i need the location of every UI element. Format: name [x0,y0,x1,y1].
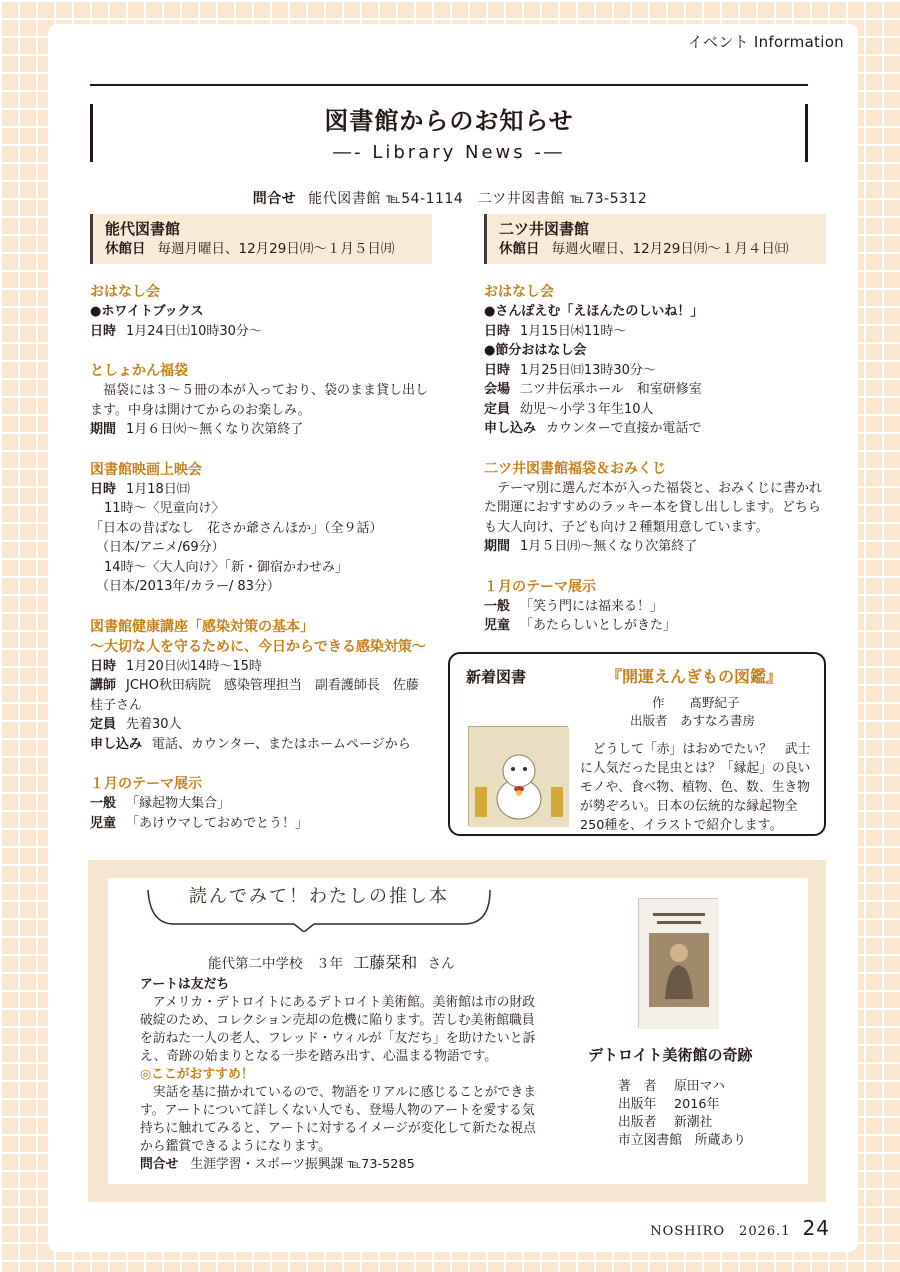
recommend-contact-label: 問合せ [140,1157,179,1172]
noshiro-ohanashi-title: おはなし会 [90,284,160,300]
date-label: 日時 [90,658,117,674]
noshiro-fukubukuro-period: 1月６日㈫～無くなり次第終了 [126,422,304,437]
date-label: 日時 [90,481,117,497]
book-year: 2016年 [674,1097,720,1112]
noshiro-ohanashi-date: 1月24日㈯10時30分～ [126,323,262,339]
maneki-neko-illustration [469,727,569,827]
page-footer [650,1216,830,1240]
noshiro-header [90,214,432,264]
futatsui-closed [499,239,826,259]
date-label: 日時 [484,323,511,339]
recommend-body [140,976,546,1174]
venue-label: 会場 [484,382,511,397]
book-holding: 市立図書館 所蔵あり [618,1133,746,1148]
futatsui-ohanashi-item: ●節分おはなし会 [484,343,587,358]
noshiro-lecture-capacity: 先着30人 [126,717,182,732]
new-book-text: に人気だった昆虫とは？「縁起」の良い [580,761,811,776]
new-book-publisher: 出版者 あすなろ書房 [630,713,756,728]
recommend-text: から鑑賞できるようになります。 [140,1139,331,1154]
new-book-cover-image [468,726,568,826]
futatsui-theme-general: 「笑う門には福来る！」 [520,598,664,614]
noshiro-movie-line: 「日本の昔ばなし 花さか爺さんほか」（全９話） [90,520,383,536]
futatsui-fukubukuro-period: 1月５日㈪～無くなり次第終了 [520,539,698,554]
futatsui-capacity: 幼児～小学３年生10人 [520,401,654,417]
noshiro-column [90,282,440,833]
noshiro-movie-line: （日本/2013年/カラー/ 83分） [96,579,280,594]
noshiro-movie-line: 11時～〈児童向け〉 [104,501,225,516]
new-book-title: 『開運えんぎもの図鑑』 [606,667,783,686]
child-label: 児童 [90,815,117,831]
noshiro-theme-title: １月のテーマ展示 [90,776,202,792]
page-title: 図書館からのお知らせ [324,107,574,135]
futatsui-venue: 二ツ井伝承ホール 和室研修室 [520,382,702,397]
noshiro-movie-line: （日本/アニメ/69分） [96,540,225,555]
futatsui-fukubukuro-text: テーマ別に選んだ本が入った福袋と、おみくじに書かれ [484,480,823,496]
publisher-label: 出版者 [618,1115,657,1130]
recommend-heading: 読んでみて！わたしの推し本 [189,886,449,907]
capacity-label: 定員 [90,717,117,732]
noshiro-closed [105,239,432,259]
recommend-student [208,950,455,973]
futatsui-header [484,214,826,264]
noshiro-ohanashi-item: ●ホワイトブックス [90,304,204,319]
noshiro-lecture-lecturer: JCHO秋田病院 感染管理担当 副看護師長 佐藤 [126,678,419,693]
book-author: 原田マハ [674,1079,726,1094]
recommend-book-title: デトロイト美術館の奇跡 [588,1046,753,1064]
noshiro-name: 能代図書館 [105,220,181,238]
student-honorific: さん [427,956,455,972]
noshiro-lecture-lecturer: 桂子さん [90,697,143,713]
new-book-text: 250種を、イラストで紹介します。 [580,818,783,833]
lecturer-label: 講師 [90,678,117,693]
year-label: 出版年 [618,1097,657,1112]
book-cover-illustration [639,899,719,1029]
futatsui-fukubukuro-text: も大人向け、子ども向け２種類用意しています。 [484,519,769,535]
section-tag: イベント Information [674,24,858,60]
futatsui-ohanashi-title: おはなし会 [484,284,554,300]
noshiro-lecture-apply: 電話、カウンター、またはホームページから [152,736,411,752]
noshiro-theme-child: 「あけウマしておめでとう！」 [126,815,309,831]
noshiro-movie-line: 14時～〈大人向け〉「新・御宿かわせみ」 [104,559,349,575]
new-book-meta [630,694,755,730]
date-label: 日時 [90,323,117,339]
recommend-text: す。アートについて詳しくない人でも、登場人物のアートを愛する気 [140,1103,535,1118]
student-name: 工藤栞和 [353,953,418,972]
noshiro-lecture-date: 1月20日㈫14時～15時 [126,658,262,674]
recommend-text: アメリカ・デトロイトにあるデトロイト美術館。美術館は市の財政 [140,995,536,1010]
capacity-label: 定員 [484,401,511,417]
new-book-text: どうして「赤」はおめでたい？ 武士 [580,742,811,757]
recommend-book-meta [618,1078,746,1150]
recommend-text: 持ちに触れてみると、アートに対するイメージが変化して新たな視点 [140,1121,536,1136]
magazine-name: NOSHIRO 2026.1 [650,1224,791,1239]
student-school: 能代第二中学校 ３年 [208,956,343,972]
futatsui-ohanashi-date: 1月15日㈭11時～ [520,323,627,339]
general-label: 一般 [90,796,117,811]
recommend-text: を訪ねた一人の老人、フレッド・ウィルが「友だち」を助けたいと訴 [140,1031,536,1046]
contact-line [0,188,900,208]
apply-label: 申し込み [484,421,537,436]
futatsui-closed-label: 休館日 [499,241,540,257]
book-publisher: 新潮社 [674,1115,713,1130]
futatsui-name: 二ツ井図書館 [499,220,590,238]
noshiro-fukubukuro-text: 福袋には３～５冊の本が入っており、袋のまま貸し出し [90,383,429,398]
recommend-text: え、奇跡の始まりとなる一歩を踏み出す、心温まる物語です。 [140,1049,498,1064]
noshiro-lecture-subtitle: ～大切な人を守るために、今日からできる感染対策～ [90,638,426,655]
new-book-text: が勢ぞろい。日本の伝統的な縁起物全 [580,799,798,814]
recommend-section [88,860,826,1202]
new-book-box [448,652,826,836]
date-label: 日時 [484,362,511,378]
noshiro-lecture-title: 図書館健康講座「感染対策の基本」 [90,618,314,635]
futatsui-column [484,282,829,636]
contact-text: 能代図書館 ℡54-1114 二ツ井図書館 ℡73-5312 [308,191,648,207]
futatsui-fukubukuro-text: た開運におすすめのラッキー本を貸し出しします。どちら [484,500,821,515]
period-label: 期間 [90,422,117,437]
new-book-author: 作 髙野紀子 [652,695,740,710]
recommend-subheading: アートは友だち [140,977,230,992]
new-book-text: モノや、食べ物、植物、色、数、生き物 [580,780,810,795]
futatsui-theme-child: 「あたらしいとしがきた」 [520,618,677,633]
recommend-book-cover-image [638,898,718,1028]
futatsui-fukubukuro-title: 二ツ井図書館福袋＆おみくじ [484,460,666,477]
recommend-card [108,878,808,1184]
futatsui-ohanashi-date: 1月25日㈰13時30分～ [520,362,656,378]
recommend-text: 破綻のため、コレクション売却の危機に陥ります。苦しむ美術館職員 [140,1013,535,1028]
page-number: 24 [802,1216,830,1240]
page-subtitle: ―- Library News -― [333,142,565,163]
futatsui-ohanashi-item: ●さんぽえむ「えほんたのしいね！」 [484,304,704,319]
futatsui-theme-title: １月のテーマ展示 [484,578,596,595]
futatsui-apply: カウンターで直接か電話で [546,421,702,436]
noshiro-closed-text: 毎週月曜日、12月29日㈪～１月５日㈪ [157,241,395,257]
apply-label: 申し込み [90,736,143,752]
period-label: 期間 [484,539,511,554]
futatsui-closed-text: 毎週火曜日、12月29日㈪～１月４日㈰ [551,241,789,257]
recommend-contact: 生涯学習・スポーツ振興課 ℡73-5285 [190,1157,415,1172]
noshiro-closed-label: 休館日 [105,241,146,257]
noshiro-fukubukuro-title: としょかん福袋 [90,363,188,379]
author-label: 著 者 [618,1079,657,1094]
noshiro-theme-general: 「縁起物大集合」 [126,796,231,811]
recommend-subheading: ◎ここがおすすめ！ [140,1067,254,1082]
noshiro-movie-date: 1月18日㈰ [126,481,190,497]
child-label: 児童 [484,618,511,633]
header-box [90,84,808,182]
contact-label: 問合せ [252,191,297,207]
new-book-label: 新着図書 [466,668,527,686]
new-book-description [580,740,816,835]
noshiro-movie-title: 図書館映画上映会 [90,461,202,478]
recommend-text: 実話を基に描かれているので、物語をリアルに感じることができま [140,1085,536,1100]
general-label: 一般 [484,598,511,614]
noshiro-fukubukuro-text: ます。中身は開けてからのお楽しみ。 [90,402,311,418]
